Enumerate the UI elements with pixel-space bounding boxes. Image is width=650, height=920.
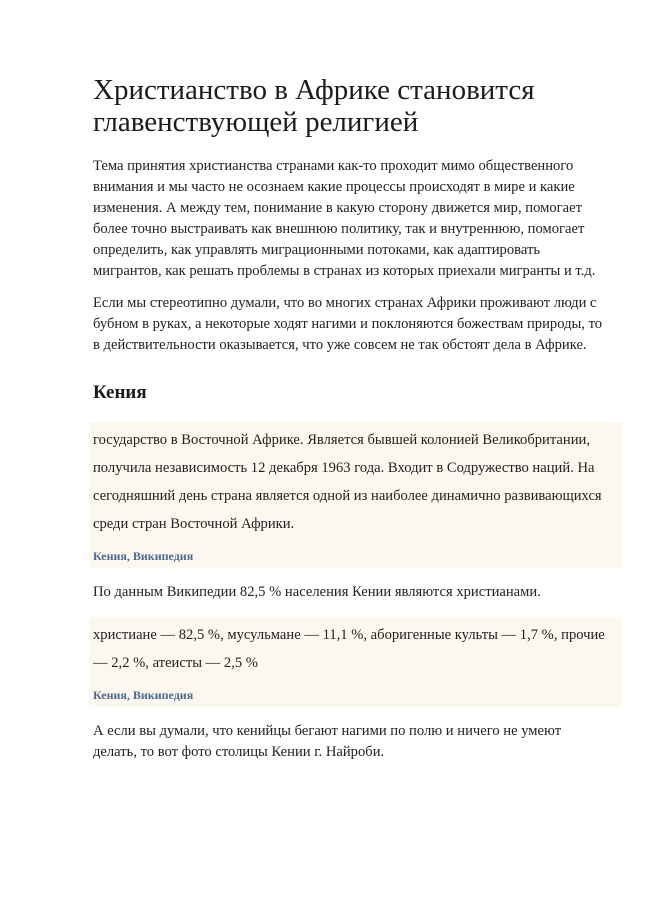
intro-paragraph: Тема принятия христианства странами как-то проходит мимо общественного внимания и мы часто не осознаем какие процессы происходят в мире и какие изменения. А между тем, понимание в какую сторону движется мир, помогает более точно выстраивать как внешнюю политику, так и внутреннюю, помогает определить, как управлять миграционными потоками, как адаптировать мигрантов, как решать проблемы в странах из которых приехали мигранты и т.д.: [93, 158, 596, 279]
article: [93, 74, 608, 777]
stereotype-paragraph: Если мы стереотипно думали, что во многих странах Африки проживают люди с бубном в руках, а некоторые ходят нагими и поклоняются божествам природы, то в действительности оказывается, что уже совсем не так обстоят дела в Африке.: [93, 295, 603, 353]
article-title: Христианство в Африке становится главенствующей религией: [93, 74, 535, 138]
quote-block-religion-stats: [89, 617, 622, 707]
christian-share-paragraph: По данным Википедии 82,5 % населения Кении являются христианами.: [93, 584, 541, 600]
section-heading-kenya: Кения: [93, 382, 147, 403]
quote-source-link[interactable]: Кения, Википедия: [93, 549, 194, 563]
quote-block-kenya-description: [89, 422, 622, 568]
quote-source-link[interactable]: Кения, Википедия: [93, 688, 194, 702]
quote-text: государство в Восточной Африке. Является бывшей колонией Великобритании, получила независимость 12 декабря 1963 года. Входит в Содружество наций. На сегодняшний день страна является одной из наиболее динамично развивающихся среди стран Восточной Африки.: [93, 432, 602, 532]
quote-text: христиане — 82,5 %, мусульмане — 11,1 %, аборигенные культы — 1,7 %, прочие — 2,2 %, атеисты — 2,5 %: [93, 627, 605, 671]
closing-paragraph: А если вы думали, что кенийцы бегают нагими по полю и ничего не умеют делать, то вот фото столицы Кении г. Найроби.: [93, 723, 562, 760]
